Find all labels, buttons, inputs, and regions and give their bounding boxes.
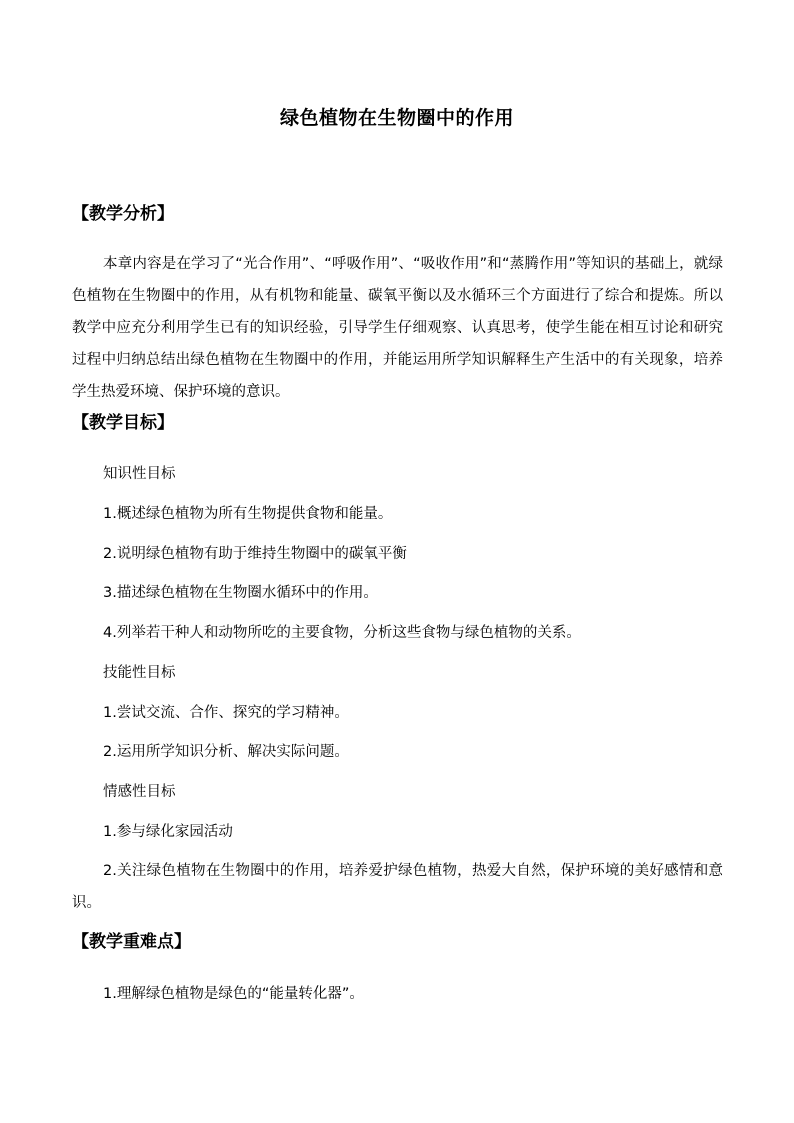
knowledge-item-2: 2.说明绿色植物有助于维持生物圈中的碳氧平衡	[103, 546, 407, 562]
goals-knowledge-label: 知识性目标	[103, 466, 176, 482]
document-title: 绿色植物在生物圈中的作用	[279, 107, 514, 129]
knowledge-item-1: 1.概述绿色植物为所有生物提供食物和能量。	[103, 506, 393, 522]
knowledge-item-3: 3.描述绿色植物在生物圈水循环中的作用。	[103, 585, 378, 601]
skills-item-1: 1.尝试交流、合作、探究的学习精神。	[103, 705, 349, 721]
goals-emotion-label: 情感性目标	[103, 784, 176, 800]
section-heading-analysis: 【教学分析】	[72, 204, 174, 224]
analysis-paragraph: 本章内容是在学习了“光合作用”、“呼吸作用”、“吸收作用”和“蒸腾作用”等知识的基础上，就绿色植物在生物圈中的作用，从有机物和能量、碳氧平衡以及水循环三个方面进行了综合和提炼。所以教学中应充分利用学生已有的知识经验，引导学生仔细观察、认真思考，使学生能在相互讨论和研究过程中归纳总结出绿色植物在生物圈中的作用，并能运用所学知识解释生产生活中的有关现象，培养学生热爱环境、保护环境的意识。	[72, 256, 723, 400]
keypoints-item-1: 1.理解绿色植物是绿色的“能量转化器”。	[103, 986, 364, 1002]
skills-item-2: 2.运用所学知识分析、解决实际问题。	[103, 744, 349, 760]
section-heading-keypoints: 【教学重难点】	[72, 932, 191, 952]
emotion-item-2: 2.关注绿色植物在生物圈中的作用，培养爱护绿色植物，热爱大自然，保护环境的美好感情和意识。	[72, 863, 723, 911]
emotion-item-1: 1.参与绿化家园活动	[103, 824, 233, 840]
knowledge-item-4: 4.列举若干种人和动物所吃的主要食物，分析这些食物与绿色植物的关系。	[103, 625, 581, 641]
goals-skills-label: 技能性目标	[103, 665, 176, 681]
section-heading-goals: 【教学目标】	[72, 413, 174, 433]
